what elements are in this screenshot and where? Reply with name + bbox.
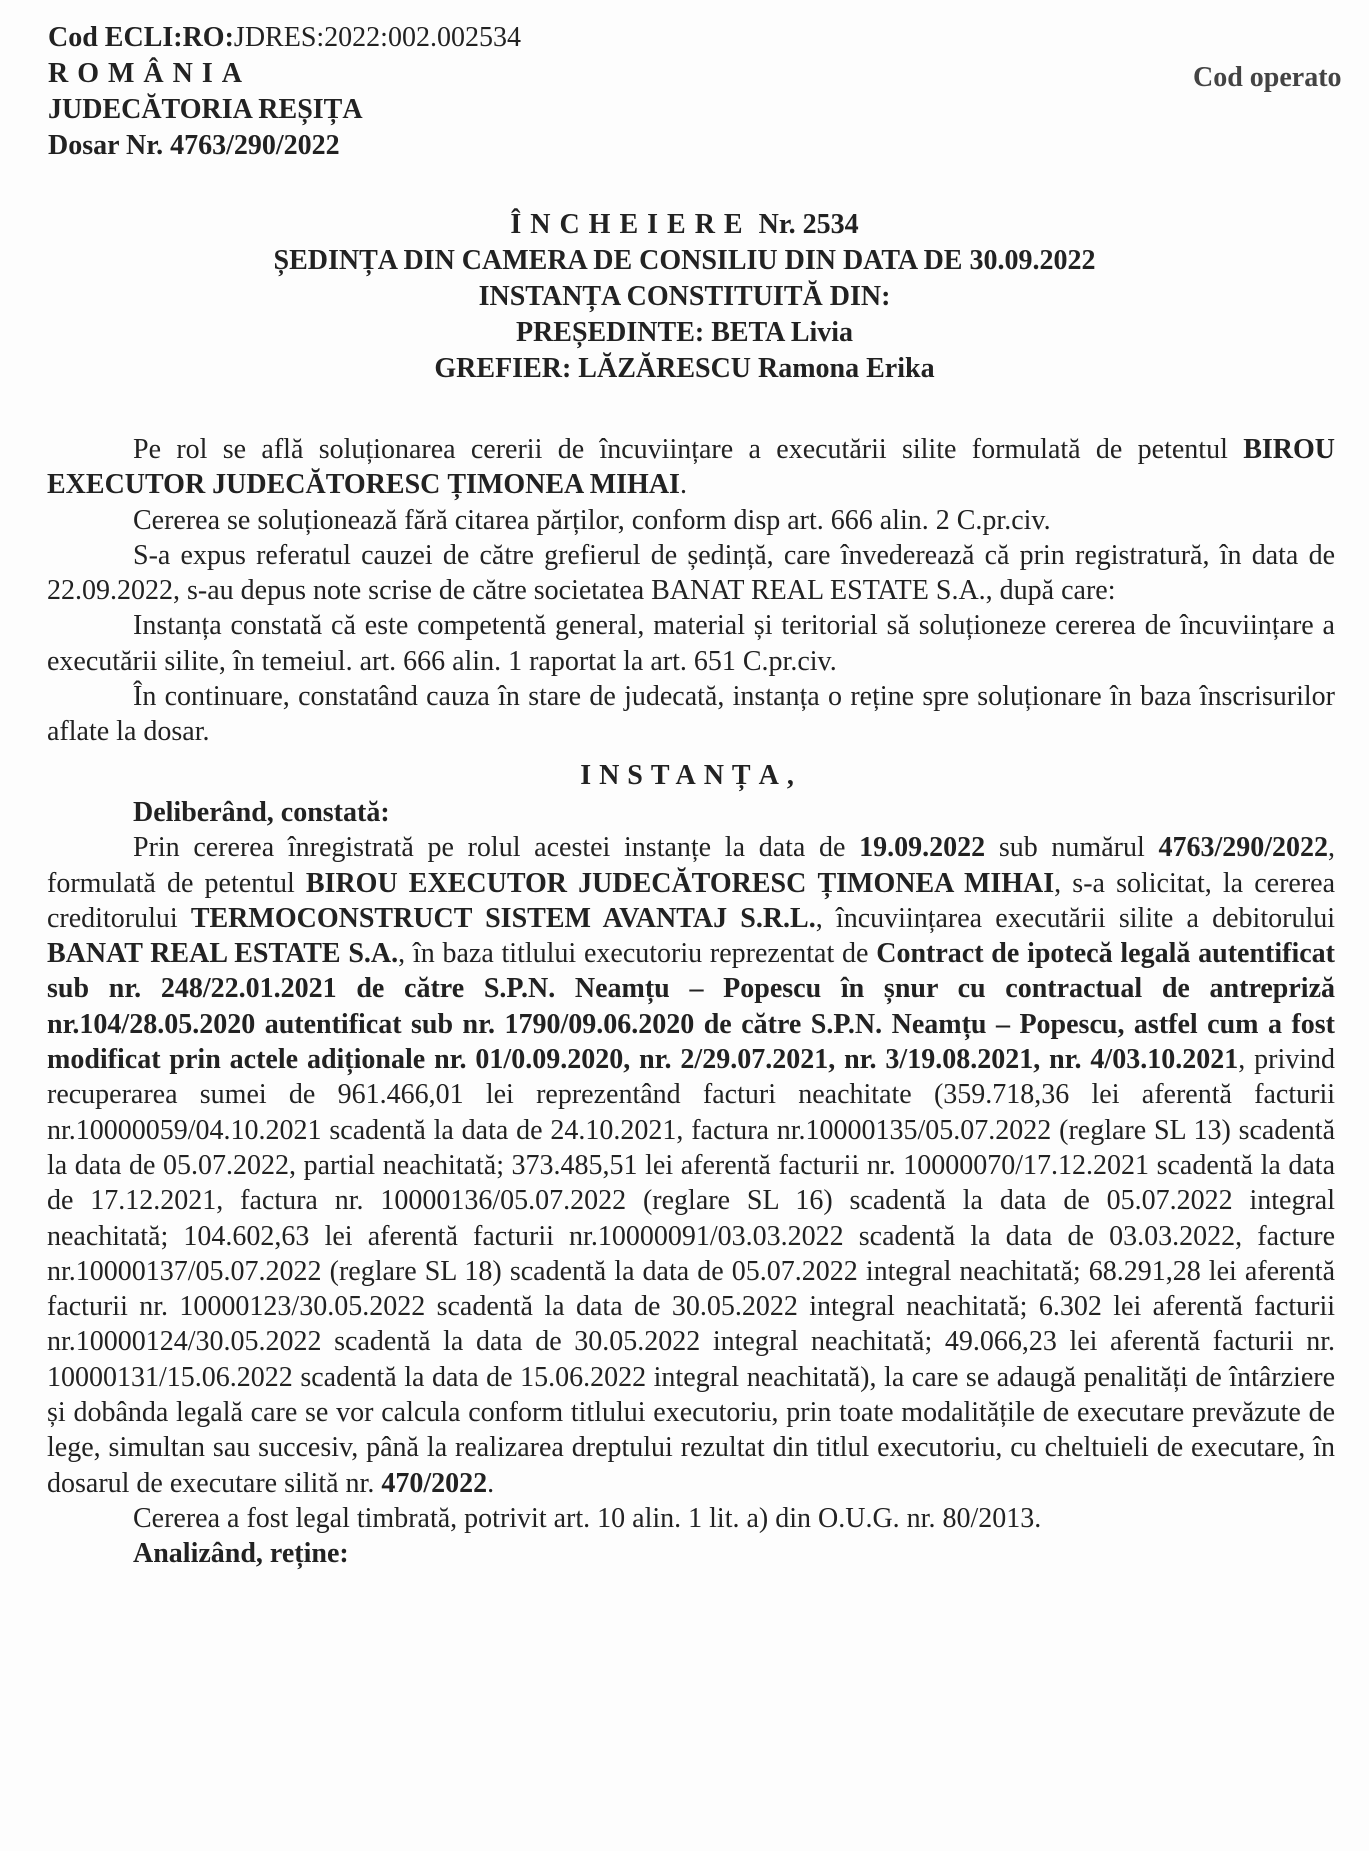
text: . — [487, 1467, 495, 1499]
petitioner-name: BIROU EXECUTOR JUDECĂTORESC ȚIMONEA MIHAI — [305, 867, 1055, 899]
registration-date: 19.09.2022 — [859, 832, 986, 864]
section-heading: INSTANȚA, — [580, 759, 802, 791]
text: , formulată de petentul — [47, 832, 1335, 899]
country: ROMÂNIA — [48, 58, 251, 89]
enforcement-file-number: 470/2022 — [381, 1467, 488, 1499]
text: sub numărul — [985, 832, 1159, 864]
title-word: ÎNCHEIERE — [510, 209, 752, 240]
text: , încuviințarea executării silite a debitorului — [815, 902, 1335, 934]
text: . — [679, 469, 687, 501]
court-name: JUDECĂTORIA REȘIȚA — [48, 94, 363, 125]
operator-code-label: Cod operato — [1193, 62, 1342, 93]
title-block — [0, 207, 1369, 387]
debtor-name: BANAT REAL ESTATE S.A. — [47, 938, 399, 970]
paragraph: Cererea a fost legal timbrată, potrivit art. 10 alin. 1 lit. a) din O.U.G. nr. 80/2013. — [133, 1502, 1042, 1534]
title-number: Nr. 2534 — [751, 209, 859, 240]
document-body — [47, 432, 1335, 1572]
text: Prin cererea înregistrată pe rolul acestei instanțe la data de — [133, 832, 860, 864]
text: , în baza titlului executoriu reprezentat de — [398, 938, 877, 970]
document-title — [0, 207, 1369, 243]
ecli-value: JDRES:2022:002.002534 — [233, 22, 521, 53]
text: , s-a solicitat, la cererea creditorului — [47, 867, 1336, 934]
document-header — [48, 20, 521, 164]
file-number-ref: 4763/290/2022 — [1158, 832, 1328, 864]
paragraph — [47, 830, 1335, 1501]
creditor-name: TERMOCONSTRUCT SISTEM AVANTAJ S.R.L. — [190, 902, 816, 934]
paragraph: Cererea se soluționează fără citarea părților, conform disp art. 666 alin. 2 C.pr.civ. — [133, 504, 1051, 536]
text: Pe rol se află soluționarea cererii de încuviințare a executării silite formulată de petentul — [133, 434, 1244, 465]
petitioner-name: BIROU EXECUTOR JUDECĂTORESC ȚIMONEA MIHAI — [47, 434, 1335, 501]
clerk-line: GREFIER: LĂZĂRESCU Ramona Erika — [434, 353, 935, 384]
paragraph: În continuare, constatând cauza în stare de judecată, instanța o reține spre soluționare în baza înscrisurilor aflate la dosar. — [47, 681, 1335, 748]
enforcement-title: Contract de ipotecă legală autentificat sub nr. 248/22.01.2021 de către S.P.N. Neamțu – Popescu în șnur cu contractual de antrepriză nr.104/28.05.2020 autentificat sub nr. 1790/09.06.2020 de către S.P.N. Neamțu – Popescu, astfel cum a fost modificat prin actele adiționale nr. 01/0.09.2020, nr. 2/29.07.2021, nr. 3/19.08.2021, nr. 4/03.10.2021 — [47, 938, 1335, 1076]
president-line: PREȘEDINTE: BETA Livia — [515, 317, 854, 348]
analysis-heading: Analizând, reține: — [133, 1538, 349, 1570]
court-composition-heading: INSTANȚA CONSTITUITĂ DIN: — [478, 281, 891, 312]
paragraph: S-a expus referatul cauzei de către grefierul de ședință, care învederează că prin registratură, în data de 22.09.2022, s-au depus note scrise de către societatea BANAT REAL ESTATE S.A., după care: — [47, 539, 1335, 607]
session-line: ȘEDINȚA DIN CAMERA DE CONSILIU DIN DATA DE 30.09.2022 — [273, 245, 1096, 276]
file-number: Dosar Nr. 4763/290/2022 — [48, 130, 340, 161]
ecli-label: Cod ECLI:RO: — [48, 22, 234, 53]
text: , privind recuperarea sumei de 961.466,01 lei reprezentând facturi neachitate (359.718,36 lei aferentă facturii nr.10000059/04.10.2021 scadentă la data de 24.10.2021, factura nr.10000135/05.07.2022 (reglare SL 13) scadentă la data de 05.07.2022, partial neachitată; 373.485,51 lei aferentă facturii nr. 10000070/17.12.2021 scadentă la data de 17.12.2021, factura nr. 10000136/05.07.2022 (reglare SL 16) scadentă la data de 05.07.2022 integral neachitată; 104.602,63 lei aferentă facturii nr.10000091/03.03.2022 scadentă la data de 03.03.2022, facture nr.10000137/05.07.2022 (reglare SL 18) scadentă la data de 05.07.2022 integral neachitată; 68.291,28 lei aferentă facturii nr. 10000123/30.05.2022 scadentă la data de 30.05.2022 integral neachitată; 6.302 lei aferentă facturii nr.10000124/30.05.2022 scadentă la data de 30.05.2022 integral neachitată; 49.066,23 lei aferentă facturii nr. 10000131/15.06.2022 scadentă la data de 15.06.2022 integral neachitată), la care se adaugă penalități de întârziere și dobânda legală care se vor calcula conform titlului executoriu, prin toate modalitățile de executare prevăzute de lege, simultan sau succesiv, până la realizarea dreptului rezultat din titlul executoriu, cu cheltuieli de executare, în dosarul de executare silită nr. — [47, 1044, 1335, 1499]
deliberation-heading: Deliberând, constată: — [133, 796, 390, 828]
ecli-code — [48, 20, 521, 56]
paragraph: Instanța constată că este competentă general, material și teritorial să soluționeze cererea de încuviințare a executării silite, în temeiul. art. 666 alin. 1 raportat la art. 651 C.pr.civ. — [47, 610, 1335, 677]
paragraph — [47, 432, 1335, 503]
